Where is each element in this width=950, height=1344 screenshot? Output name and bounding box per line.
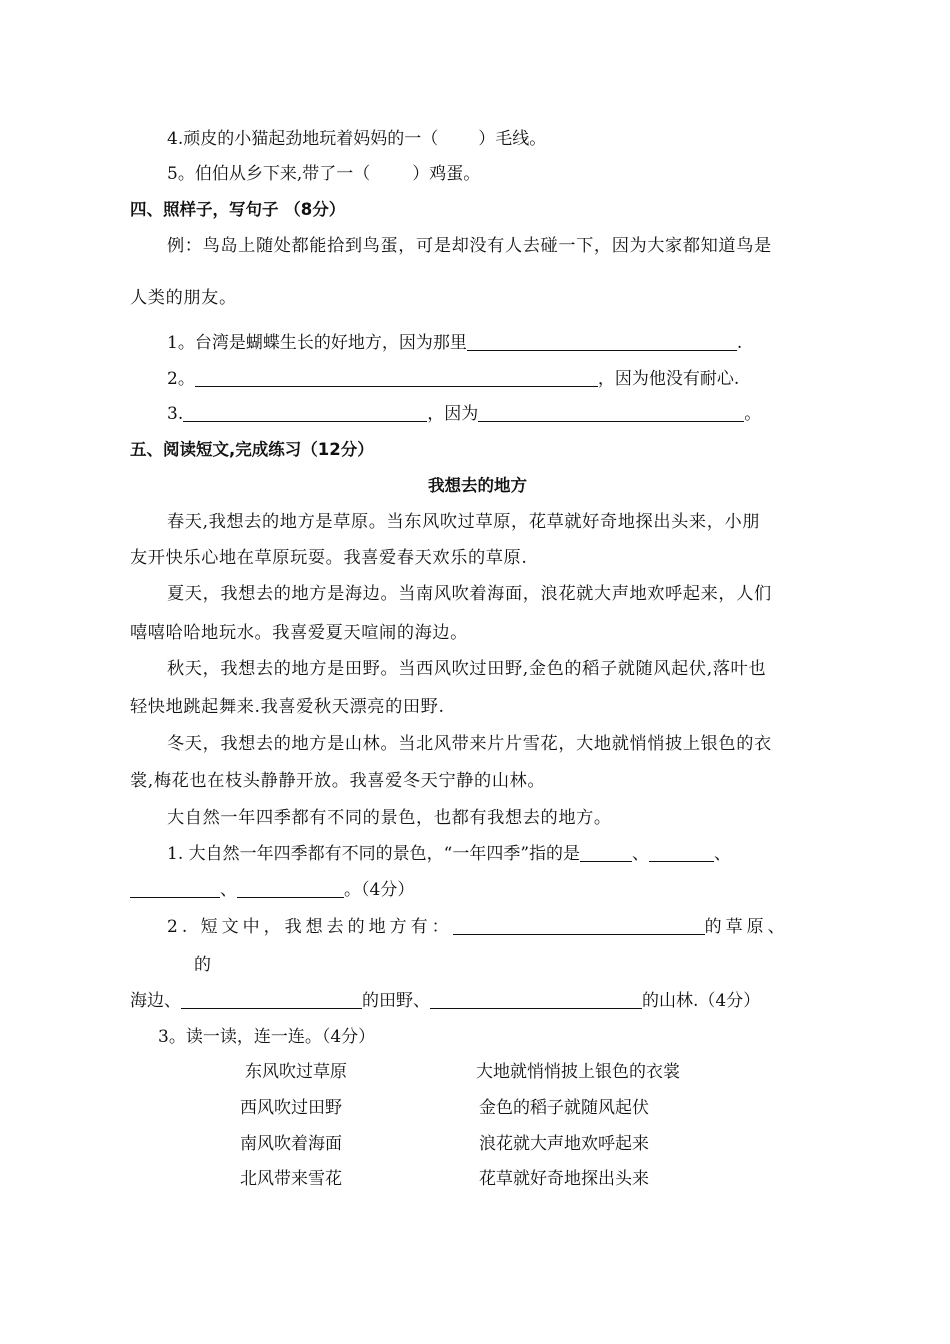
s5-q1-sep-2: 、 — [714, 844, 732, 864]
example-line-2: 人类的朋友。 — [130, 288, 237, 308]
match-right-1[interactable]: 大地就悄悄披上银色的衣裳 — [476, 1062, 680, 1082]
q5-text-before: 5。伯伯从乡下来,带了一（ — [167, 164, 371, 184]
s5-q2-grassland: 的草原、 — [704, 917, 789, 937]
s5-q2-blank-3[interactable] — [430, 990, 642, 1009]
paragraph-spring-line-1: 春天,我想去的地方是草原。当东风吹过草原，花草就好奇地探出头来，小朋 — [167, 512, 761, 532]
paragraph-winter-line-2: 裳,梅花也在枝头静静开放。我喜爱冬天宁静的山林。 — [130, 771, 546, 791]
s4-q2-text: ，因为他没有耐心. — [597, 369, 740, 389]
match-left-4[interactable]: 北风带来雪花 — [240, 1169, 342, 1189]
question-5 — [167, 162, 480, 186]
s4-q1-blank[interactable] — [467, 332, 737, 351]
paragraph-autumn-line-2: 轻快地跳起舞来.我喜爱秋天漂亮的田野. — [130, 697, 445, 717]
s5-q1-blank-4[interactable] — [237, 879, 344, 898]
paragraph-spring-line-2: 友开快乐心地在草原玩耍。我喜爱春天欢乐的草原. — [130, 548, 528, 568]
match-right-3[interactable]: 浪花就大声地欢呼起来 — [479, 1134, 649, 1154]
s5-q1-text: 1. 大自然一年四季都有不同的景色，“一年四季”指的是 — [167, 844, 581, 864]
paragraph-summer-line-1: 夏天，我想去的地方是海边。当南风吹着海面，浪花就大声地欢呼起来，人们 — [167, 584, 772, 604]
q4-text-before: 4.顽皮的小猫起劲地玩着妈妈的一（ — [167, 129, 439, 149]
s4-q2-blank[interactable] — [195, 368, 598, 387]
s5-q2-blank-1[interactable] — [453, 916, 705, 935]
s4-q1-text: 1。台湾是蝴蝶生长的好地方，因为那里 — [167, 333, 467, 353]
q4-text-after: ）毛线。 — [478, 129, 547, 149]
closing-sentence: 大自然一年四季都有不同的景色，也都有我想去的地方。 — [167, 808, 612, 828]
s4-q3-end: 。 — [744, 404, 762, 424]
s5-q1-sep-3: 、 — [220, 880, 237, 900]
s5-q1-points: 。（4分） — [344, 880, 415, 900]
s4-question-2 — [167, 367, 739, 391]
s5-q2-blank-2[interactable] — [181, 990, 362, 1009]
s5-question-2 — [167, 915, 789, 939]
question-4 — [167, 127, 546, 151]
match-left-3[interactable]: 南风吹着海面 — [240, 1134, 342, 1154]
match-left-1[interactable]: 东风吹过草原 — [245, 1062, 347, 1082]
s5-question-1 — [167, 842, 731, 866]
paragraph-autumn-line-1: 秋天，我想去的地方是田野。当西风吹过田野,金色的稻子就随风起伏,落叶也 — [167, 659, 767, 679]
s4-q3-middle: ，因为 — [427, 404, 479, 424]
s5-q2-seaside: 海边、 — [130, 991, 181, 1011]
s5-q2-forest: 的山林.（4分） — [642, 991, 761, 1011]
section-5-heading: 五、阅读短文,完成练习（12分） — [130, 440, 374, 459]
paragraph-summer-line-2: 嘻嘻哈哈地玩水。我喜爱夏天喧闹的海边。 — [130, 623, 468, 643]
paragraph-winter-line-1: 冬天，我想去的地方是山林。当北风带来片片雪花，大地就悄悄披上银色的衣 — [167, 734, 772, 754]
s5-question-1-cont — [130, 878, 414, 902]
s5-question-2-cont — [130, 989, 760, 1013]
match-right-2[interactable]: 金色的稻子就随风起伏 — [479, 1098, 649, 1118]
s5-q1-sep-1: 、 — [632, 844, 650, 864]
s5-q1-blank-2[interactable] — [649, 843, 714, 862]
match-left-2[interactable]: 西风吹过田野 — [240, 1098, 342, 1118]
example-line-1: 例：鸟岛上随处都能拾到鸟蛋，可是却没有人去碰一下，因为大家都知道鸟是 — [167, 236, 772, 256]
s5-q2-de: 的 — [194, 955, 211, 975]
s4-question-3 — [167, 402, 761, 426]
s4-q3-blank-2[interactable] — [478, 403, 744, 422]
passage-title: 我想去的地方 — [428, 476, 527, 495]
s5-q2-field: 的田野、 — [362, 991, 430, 1011]
s5-q2-text: 2. 短文中，我想去的地方有： — [167, 917, 453, 937]
s4-q2-number: 2。 — [167, 369, 195, 389]
s4-q3-blank-1[interactable] — [183, 403, 427, 422]
s4-question-1 — [167, 331, 742, 355]
s4-q1-end: . — [736, 333, 743, 353]
section-4-heading: 四、照样子，写句子 （8分） — [130, 200, 346, 219]
s5-q1-blank-1[interactable] — [580, 843, 632, 862]
q5-text-after: ）鸡蛋。 — [412, 164, 481, 184]
s4-q3-number: 3. — [167, 404, 184, 424]
match-right-4[interactable]: 花草就好奇地探出头来 — [479, 1169, 649, 1189]
s5-q1-blank-3[interactable] — [130, 879, 220, 898]
s5-question-3-label: 3。读一读，连一连。（4分） — [158, 1027, 376, 1047]
